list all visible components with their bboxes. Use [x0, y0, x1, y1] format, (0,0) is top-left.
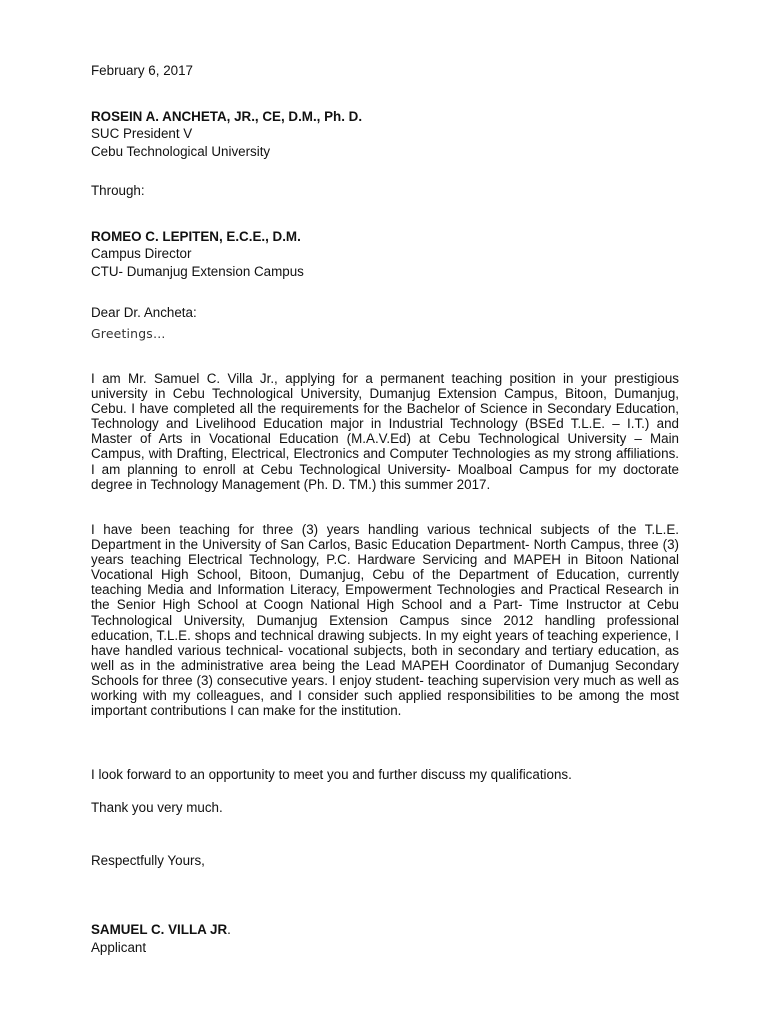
- through-label: Through:: [91, 183, 145, 198]
- signature-name: SAMUEL C. VILLA JR: [91, 922, 228, 937]
- letter-page: [91, 0, 679, 1024]
- greeting: Greetings…: [91, 326, 166, 341]
- recipient-title: SUC President V: [91, 126, 193, 141]
- through-title: Campus Director: [91, 246, 192, 261]
- recipient-organization: Cebu Technological University: [91, 144, 271, 159]
- signature-name-suffix: .: [227, 922, 231, 937]
- closing: Respectfully Yours,: [91, 853, 205, 868]
- salutation: Dear Dr. Ancheta:: [91, 305, 197, 320]
- letter-date: February 6, 2017: [91, 63, 193, 78]
- recipient-name: ROSEIN A. ANCHETA, JR., CE, D.M., Ph. D.: [91, 109, 363, 124]
- thanks-line: Thank you very much.: [91, 800, 223, 815]
- signature-block: [91, 921, 231, 938]
- through-organization: CTU- Dumanjug Extension Campus: [91, 264, 304, 279]
- body-paragraph-1: I am Mr. Samuel C. Villa Jr., applying for a permanent teaching position in your prestigious university in Cebu Technological University, Dumanjug Extension Campus, Bitoon, Dumanjug, Cebu. I have completed all the requirements for the Bachelor of Science in Secondary Education, Technology and Livelihood Education major in Industrial Technology (BSEd T.L.E. – I.T.) and Master of Arts in Vocational Education (M.A.V.Ed) at Cebu Technological University – Main Campus, with Drafting, Electrical, Electronics and Computer Technologies as my strong affiliations. I am planning to enroll at Cebu Technological University- Moalboal Campus for my doctorate degree in Technology Management (Ph. D. TM.) this summer 2017.: [91, 371, 679, 492]
- signature-role: Applicant: [91, 940, 147, 955]
- body-paragraph-3: I look forward to an opportunity to meet you and further discuss my qualifications.: [91, 767, 572, 782]
- through-name: ROMEO C. LEPITEN, E.C.E., D.M.: [91, 229, 301, 244]
- body-paragraph-2: I have been teaching for three (3) years handling various technical subjects of the T.L.E. Department in the University of San Carlos, Basic Education Department- North Campus, three (3) years teaching Electrical Technology, P.C. Hardware Servicing and MAPEH in Bitoon National Vocational High School, Bitoon, Dumanjug, Cebu of the Department of Education, currently teaching Media and Information Literacy, Empowerment Technologies and Practical Research in the Senior High School at Coogn National High School and a Part- Time Instructor at Cebu Technological University, Dumanjug Extension Campus since 2012 handling professional education, T.L.E. shops and technical drawing subjects. In my eight years of teaching experience, I have handled various technical- vocational subjects, both in secondary and tertiary education, as well as in the administrative area being the Lead MAPEH Coordinator of Dumanjug Secondary Schools for three (3) consecutive years. I enjoy student- teaching supervision very much as well as working with my colleagues, and I consider such applied responsibilities to be among the most important contributions I can make for the institution.: [91, 522, 679, 719]
